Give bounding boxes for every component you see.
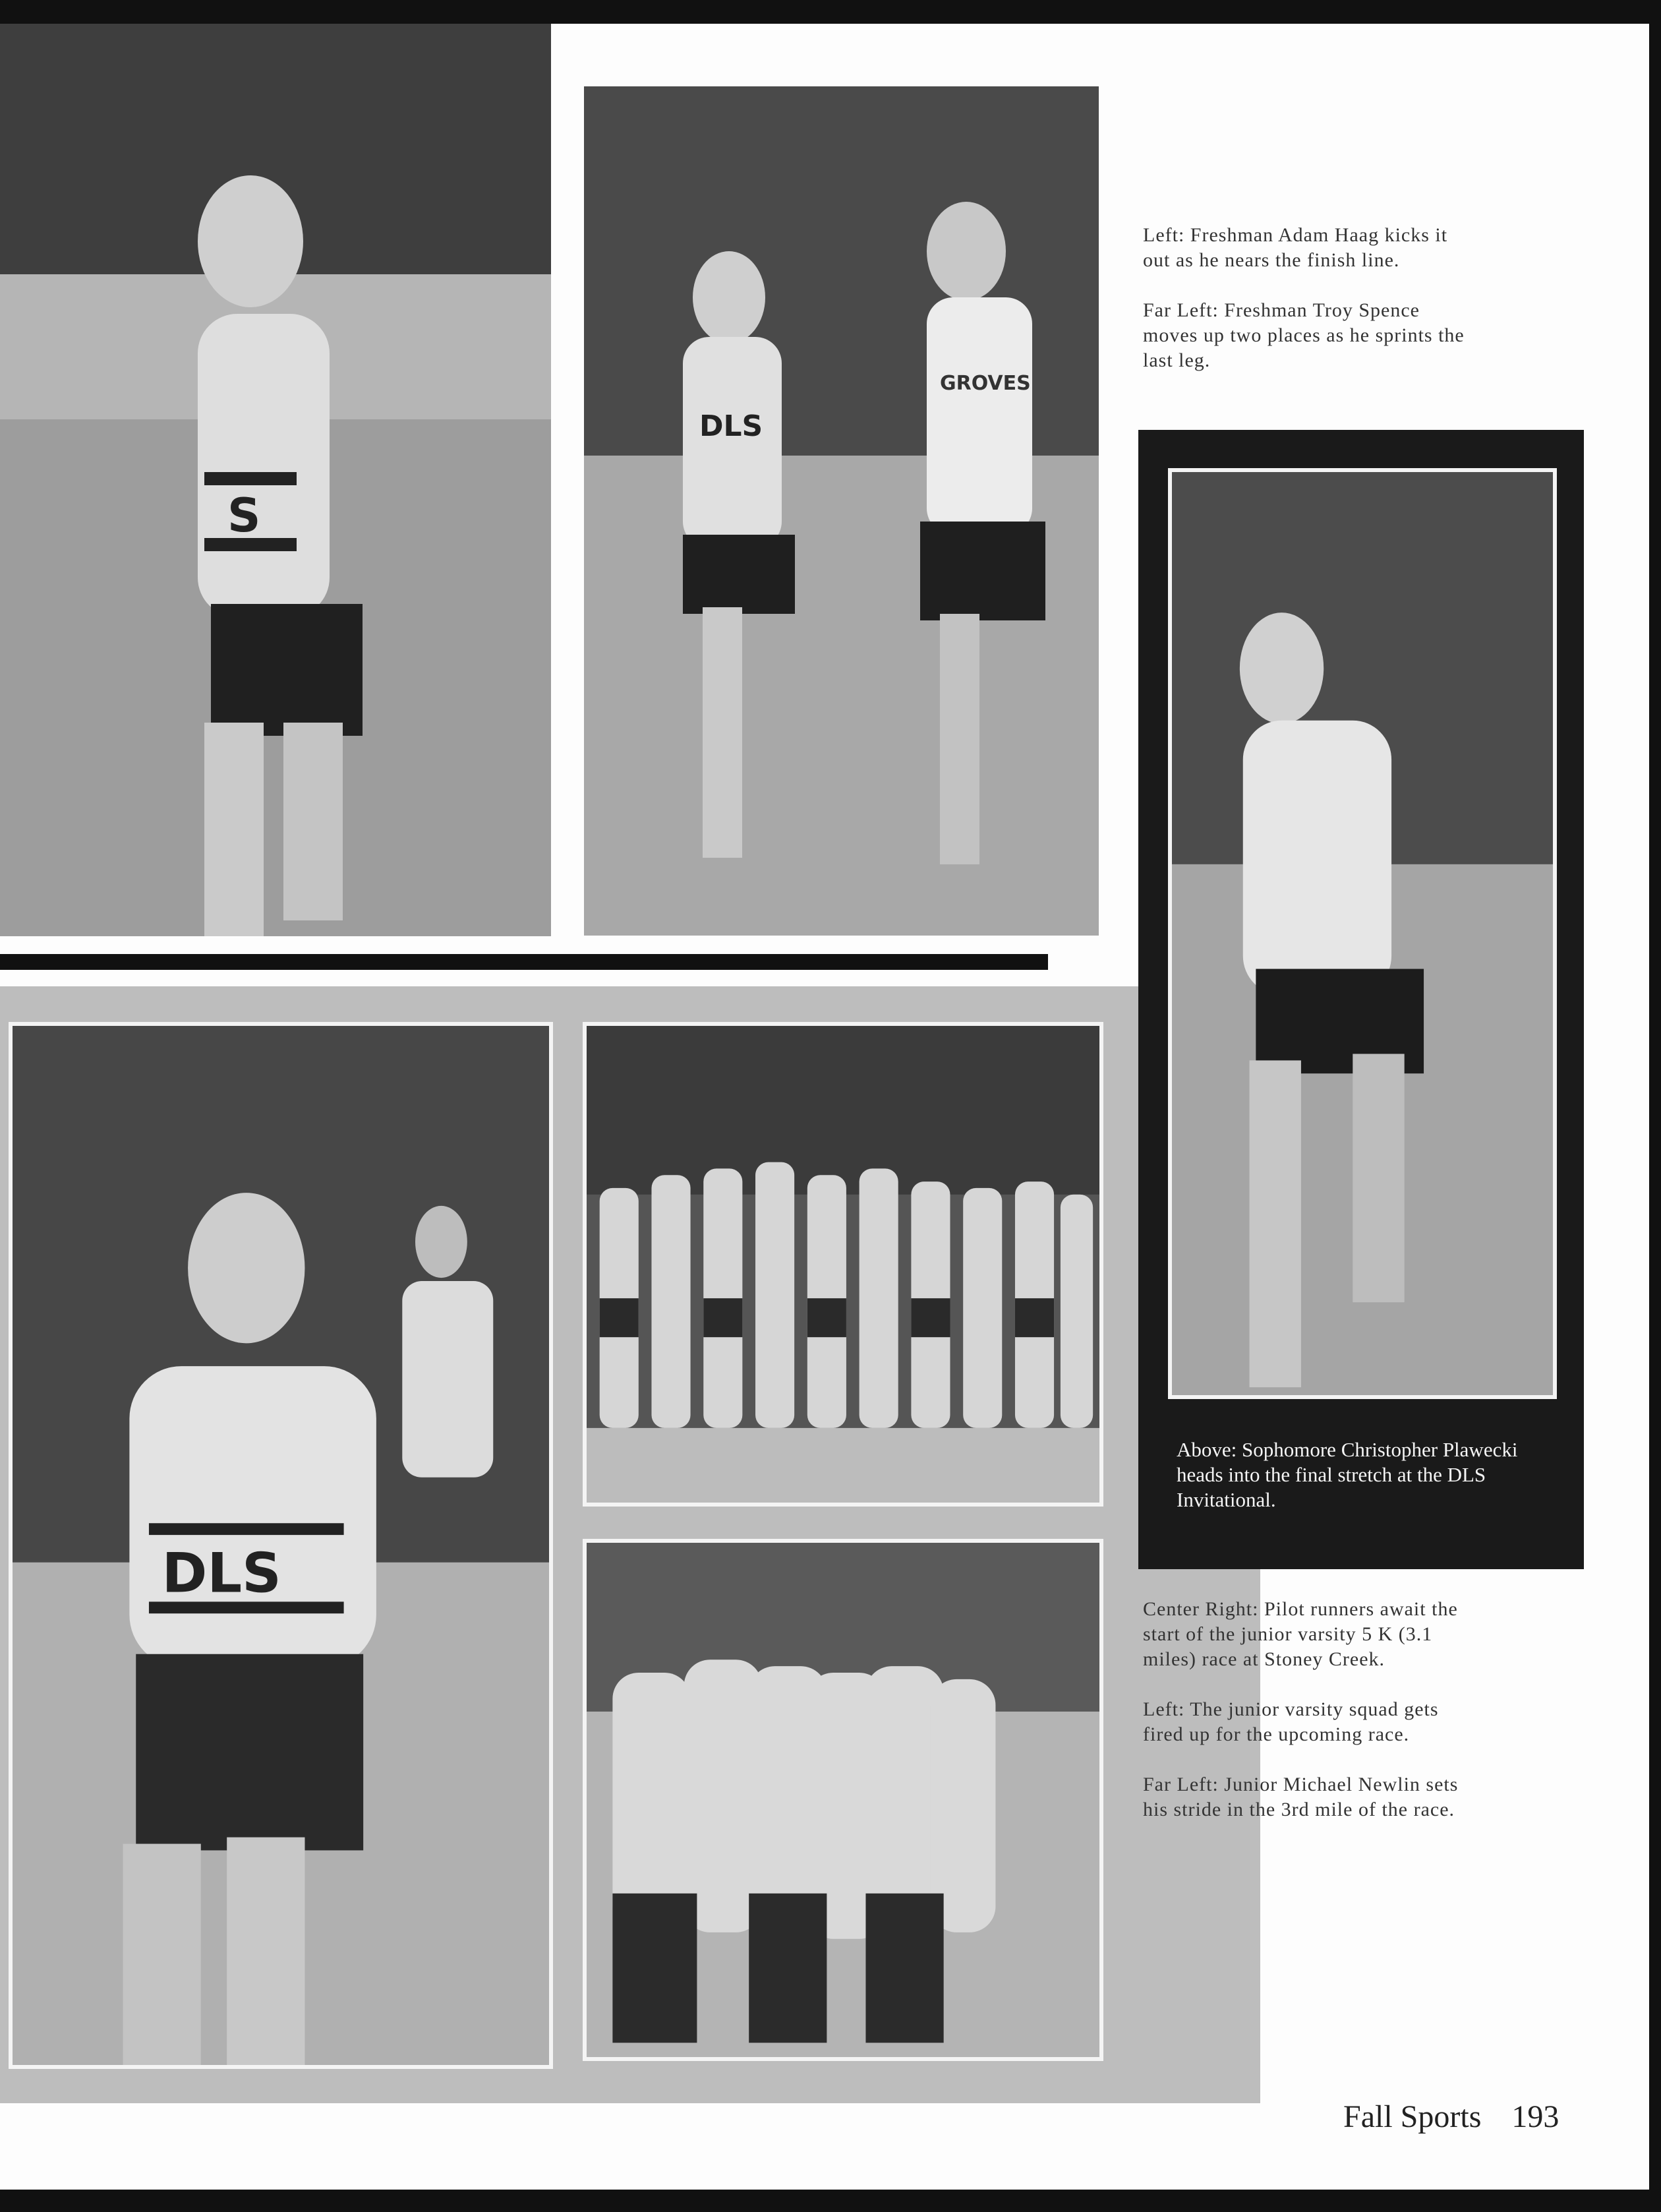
caption-block-bottom [1143, 1597, 1478, 1847]
photo-christopher-plawecki [1168, 468, 1557, 1399]
caption-adam-haag: Left: Freshman Adam Haag kicks it out as he nears the finish line. [1143, 224, 1448, 271]
section-title: Fall Sports [1343, 2099, 1482, 2134]
caption-block-top [1143, 223, 1478, 398]
caption-jv-squad: Left: The junior varsity squad gets fired up for the upcoming race. [1143, 1698, 1439, 1745]
page-number: 193 [1511, 2099, 1559, 2134]
photo-jv-squad-huddle [583, 1539, 1103, 2061]
photo-michael-newlin [9, 1022, 553, 2069]
photo-runners-start-line [583, 1022, 1103, 1507]
jersey-text: DLS [161, 1541, 281, 1605]
caption-start-line: Center Right: Pilot runners await the start of the junior varsity 5 K (3.1 miles) race at Stoney Creek. [1143, 1598, 1458, 1670]
photo-troy-spence [0, 24, 551, 936]
caption-troy-spence: Far Left: Freshman Troy Spence moves up two places as he sprints the last leg. [1143, 299, 1465, 371]
jersey-text-dls: DLS [699, 409, 763, 443]
photo-adam-haag [584, 86, 1099, 936]
caption-michael-newlin: Far Left: Junior Michael Newlin sets his stride in the 3rd mile of the race. [1143, 1774, 1459, 1820]
jersey-text-groves: GROVES [940, 372, 1031, 395]
page-footer [1343, 2099, 1559, 2135]
caption-christopher-plawecki: Above: Sophomore Christopher Plawecki heads into the final stretch at the DLS Invitational. [1177, 1438, 1518, 1511]
jersey-text: S [227, 489, 261, 543]
divider-bar [0, 954, 1048, 970]
